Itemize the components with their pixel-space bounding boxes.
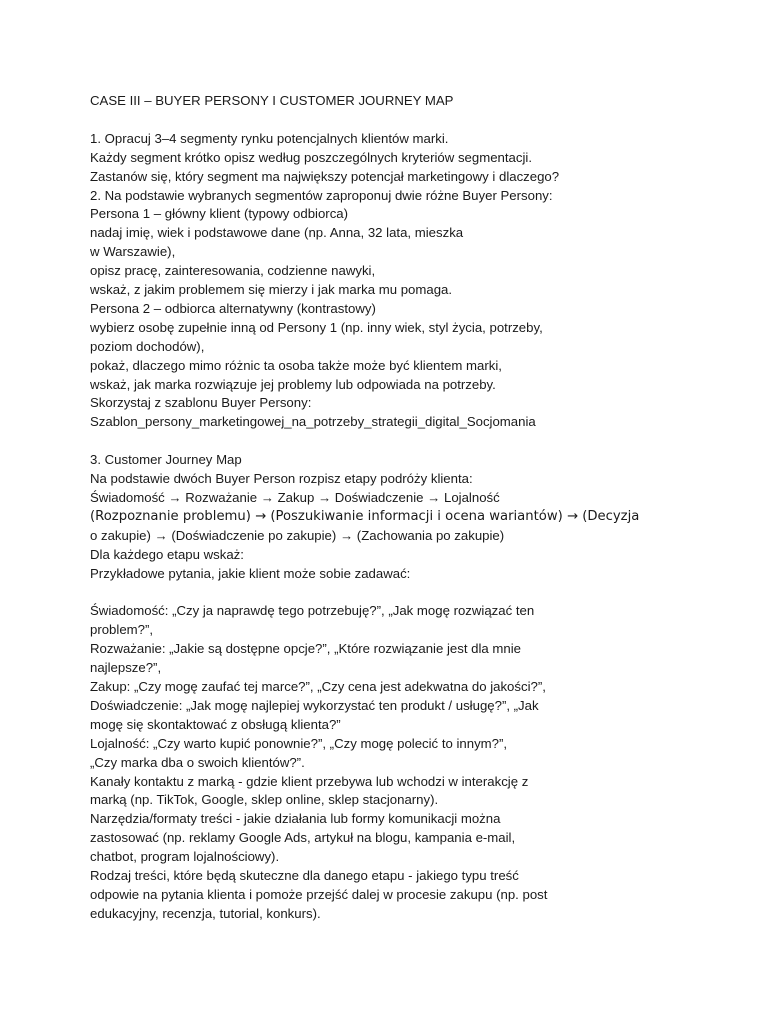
text-line: Kanały kontaktu z marką - gdzie klient przebywa lub wchodzi w interakcję z bbox=[90, 773, 529, 789]
document-title: CASE III – BUYER PERSONY I CUSTOMER JOURNEY MAP bbox=[90, 93, 454, 108]
text-line: „Czy marka dba o swoich klientów?”. bbox=[90, 754, 305, 770]
text-line: Dla każdego etapu wskaż: bbox=[90, 546, 244, 562]
text-line: mogę się skontaktować z obsługą klienta?” bbox=[90, 716, 341, 732]
section-2 bbox=[90, 187, 750, 433]
section-1 bbox=[90, 130, 750, 187]
text-line: wskaż, z jakim problemem się mierzy i jak marka mu pomaga. bbox=[90, 282, 453, 298]
text-line: Skorzystaj z szablonu Buyer Persony: bbox=[90, 395, 312, 411]
text-line: Każdy segment krótko opisz według poszczególnych kryteriów segmentacji. bbox=[90, 149, 532, 165]
text-line: Zakup: „Czy mogę zaufać tej marce?”, „Czy cena jest adekwatna do jakości?”, bbox=[90, 679, 546, 695]
text-line: edukacyjny, recenzja, tutorial, konkurs). bbox=[90, 905, 321, 921]
text-line: 2. Na podstawie wybranych segmentów zaproponuj dwie różne Buyer Persony: bbox=[90, 187, 553, 203]
journey-stages-description: (Rozpoznanie problemu) → (Poszukiwanie informacji i ocena wariantów) → (Decyzja bbox=[90, 508, 640, 524]
text-line: Świadomość: „Czy ja naprawdę tego potrzebuję?”, „Jak mogę rozwiązać ten bbox=[90, 603, 535, 619]
text-line: pokaż, dlaczego mimo różnic ta osoba także może być klientem marki, bbox=[90, 357, 502, 373]
text-line: Persona 1 – główny klient (typowy odbiorca) bbox=[90, 206, 349, 222]
text-line: Narzędzia/formaty treści - jakie działania lub formy komunikacji można bbox=[90, 811, 501, 827]
section-3 bbox=[90, 451, 750, 583]
text-line: Persona 2 – odbiorca alternatywny (kontrastowy) bbox=[90, 300, 376, 316]
text-line: odpowie na pytania klienta i pomoże przejść dalej w procesie zakupu (np. post bbox=[90, 887, 548, 903]
text-line: marką (np. TikTok, Google, sklep online, sklep stacjonarny). bbox=[90, 792, 439, 808]
text-line: w Warszawie), bbox=[90, 244, 176, 260]
text-line: Zastanów się, który segment ma największy potencjał marketingowy i dlaczego? bbox=[90, 168, 560, 184]
blank-line bbox=[90, 432, 750, 451]
text-line: wybierz osobę zupełnie inną od Persony 1 (np. inny wiek, styl życia, potrzeby, bbox=[90, 319, 543, 335]
blank-line bbox=[90, 111, 750, 130]
text-line: Doświadczenie: „Jak mogę najlepiej wykorzystać ten produkt / usługę?”, „Jak bbox=[90, 697, 539, 713]
text-line: najlepsze?”, bbox=[90, 660, 162, 676]
document-body bbox=[90, 92, 750, 924]
text-line: opisz pracę, zainteresowania, codzienne nawyki, bbox=[90, 263, 376, 279]
template-file-name: Szablon_persony_marketingowej_na_potrzeby_strategii_digital_Socjomania bbox=[90, 414, 536, 430]
text-line: Lojalność: „Czy warto kupić ponownie?”, „Czy mogę polecić to innym?”, bbox=[90, 735, 508, 751]
text-line: problem?”, bbox=[90, 622, 154, 638]
text-line: 1. Opracuj 3–4 segmenty rynku potencjalnych klientów marki. bbox=[90, 130, 449, 146]
text-line: wskaż, jak marka rozwiązuje jej problemy lub odpowiada na potrzeby. bbox=[90, 376, 496, 392]
text-line: Przykładowe pytania, jakie klient może sobie zadawać: bbox=[90, 565, 411, 581]
text-line: Na podstawie dwóch Buyer Person rozpisz etapy podróży klienta: bbox=[90, 471, 473, 487]
text-line: nadaj imię, wiek i podstawowe dane (np. Anna, 32 lata, mieszka bbox=[90, 225, 464, 241]
text-line: chatbot, program lojalnościowy). bbox=[90, 849, 280, 865]
journey-stages: Świadomość → Rozważanie → Zakup → Doświadczenie → Lojalność bbox=[90, 490, 500, 505]
text-line: Rozważanie: „Jakie są dostępne opcje?”, „Które rozwiązanie jest dla mnie bbox=[90, 641, 522, 657]
text-line: zastosować (np. reklamy Google Ads, artykuł na blogu, kampania e-mail, bbox=[90, 830, 516, 846]
section-heading: 3. Customer Journey Map bbox=[90, 452, 242, 468]
text-line: Rodzaj treści, które będą skuteczne dla danego etapu - jakiego typu treść bbox=[90, 868, 519, 884]
text-line: o zakupie) → (Doświadczenie po zakupie) → (Zachowania po zakupie) bbox=[90, 527, 505, 543]
blank-line bbox=[90, 584, 750, 603]
text-line: poziom dochodów), bbox=[90, 338, 205, 354]
section-4 bbox=[90, 602, 750, 923]
